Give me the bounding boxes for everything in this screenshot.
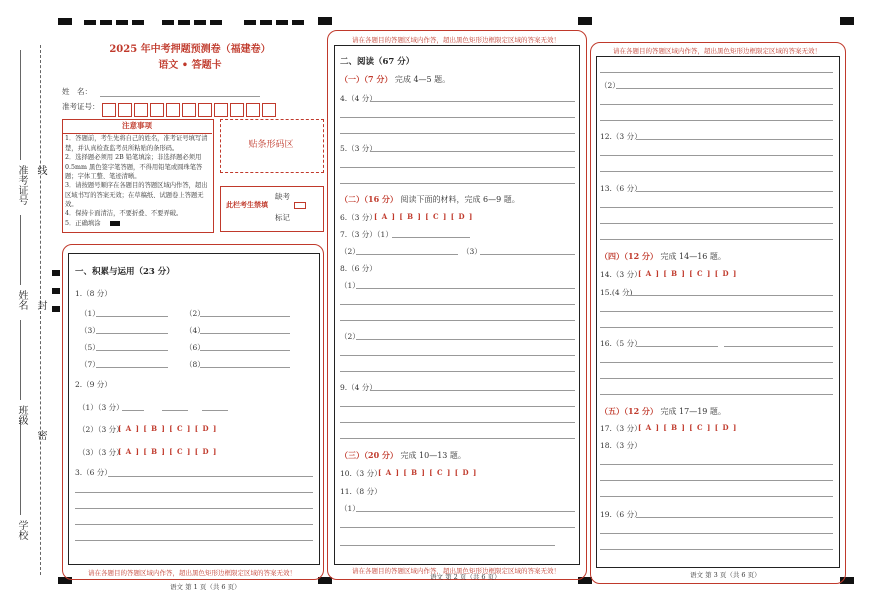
q2-2-choices[interactable]: [ A ] [ B ] [ C ] [ D ] xyxy=(118,424,218,433)
q6-choices[interactable]: [ A ] [ B ] [ C ] [ D ] xyxy=(374,212,474,221)
barcode-label: 贴条形码区 xyxy=(248,140,294,150)
answer-line[interactable] xyxy=(628,295,833,296)
timing-mark xyxy=(132,20,144,25)
answer-line[interactable] xyxy=(75,524,313,525)
binding-feng: 封 xyxy=(35,300,46,310)
q10-choices[interactable]: [ A ] [ B ] [ C ] [ D ] xyxy=(378,468,478,477)
absent-forbid-label: 此栏考生禁填 xyxy=(226,200,268,209)
q2-3-label: （3）（3 分） xyxy=(78,448,124,457)
notice-item-4: 4．保持卡面清洁，不要折叠、不要弄破。 xyxy=(65,210,183,217)
answer-line[interactable] xyxy=(636,139,833,140)
q18-label: 18.（3 分） xyxy=(600,441,642,450)
filled-sample-mark xyxy=(110,221,120,226)
name-field[interactable] xyxy=(100,96,260,97)
answer-line[interactable] xyxy=(600,362,833,363)
binding-exam-no-line xyxy=(20,50,21,160)
answer-line[interactable] xyxy=(600,72,833,73)
page-title: 2025 年中考押题预测卷（福建卷） xyxy=(109,44,271,55)
answer-line[interactable] xyxy=(340,133,575,134)
timing-mark xyxy=(210,20,222,25)
q6-label: 6.（3 分） xyxy=(340,213,377,222)
binding-xian: 线 xyxy=(35,165,46,175)
answer-line[interactable] xyxy=(75,540,313,541)
q17-label: 17.（3 分） xyxy=(600,424,642,433)
q1-item-2: （2） xyxy=(185,309,205,318)
answer-line[interactable] xyxy=(96,367,168,368)
answer-line[interactable] xyxy=(636,191,833,192)
answer-line[interactable] xyxy=(600,533,833,534)
q9-label: 9.（4 分） xyxy=(340,383,377,392)
answer-line[interactable] xyxy=(392,237,470,238)
absent-checkbox[interactable] xyxy=(294,202,306,209)
passage5-heading: （五）（12 分） 完成 17—19 题。 xyxy=(600,406,726,416)
q12-label: 12.（3 分） xyxy=(600,132,642,141)
binding-school-line xyxy=(20,420,21,515)
answer-line[interactable] xyxy=(356,339,575,340)
timing-mark xyxy=(194,20,206,25)
binding-line xyxy=(40,45,41,575)
bottom-warning: 请在各题目的答题区域内作答，超出黑色矩形边框限定区域的答案无效！ xyxy=(352,567,560,575)
timing-mark xyxy=(276,20,288,25)
page1-footer: 语文 第 1 页（共 6 页） xyxy=(170,583,241,591)
absent-label: 缺考 xyxy=(275,192,290,201)
binding-school-label: 学校 xyxy=(16,520,27,540)
answer-line[interactable] xyxy=(75,492,313,493)
q15-label: 15.(4 分) xyxy=(600,288,633,297)
q1-item-8: （8） xyxy=(185,360,205,369)
answer-line[interactable] xyxy=(340,545,555,546)
top-warning: 请在各题目的答题区域内作答，超出黑色矩形边框限定区域的答案无效！ xyxy=(352,36,560,44)
answer-line[interactable] xyxy=(340,355,575,356)
mark-label: 标记 xyxy=(275,213,290,222)
binding-mi: 密 xyxy=(35,430,46,440)
answer-line[interactable] xyxy=(600,496,833,497)
answer-line[interactable] xyxy=(600,480,833,481)
timing-mark xyxy=(162,20,174,25)
answer-line[interactable] xyxy=(600,464,833,465)
answer-line[interactable] xyxy=(202,410,228,411)
timing-mark xyxy=(318,577,332,584)
q2-3-choices[interactable]: [ A ] [ B ] [ C ] [ D ] xyxy=(118,447,218,456)
exam-no-boxes[interactable] xyxy=(100,99,276,118)
timing-mark xyxy=(84,20,96,25)
q7-2-label: （2） xyxy=(340,247,360,256)
answer-line[interactable] xyxy=(340,183,575,184)
answer-line[interactable] xyxy=(600,394,833,395)
passage1-heading: （一）（7 分） 完成 4—5 题。 xyxy=(340,74,451,84)
q8-2-label: （2） xyxy=(340,332,360,341)
bottom-warning: 请在各题目的答题区域内作答，超出黑色矩形边框限定区域的答案无效！ xyxy=(88,569,296,577)
timing-mark xyxy=(260,20,272,25)
q10-label: 10.（3 分） xyxy=(340,469,382,478)
answer-line[interactable] xyxy=(600,327,833,328)
answer-line[interactable] xyxy=(600,171,833,172)
section1-title: 一、积累与运用（23 分） xyxy=(75,267,175,277)
q7-3-label: （3） xyxy=(462,247,482,256)
answer-line[interactable] xyxy=(356,288,575,289)
timing-mark xyxy=(52,306,60,312)
answer-line[interactable] xyxy=(200,333,290,334)
q11-label: 11.（8 分） xyxy=(340,487,382,496)
answer-line[interactable] xyxy=(340,438,575,439)
page-subtitle: 语文 • 答题卡 xyxy=(158,60,222,71)
section2-title: 二、阅读（67 分） xyxy=(340,57,415,67)
passage3-heading: （三）（20 分） 完成 10—13 题。 xyxy=(340,450,466,460)
q2-label: 2.（9 分） xyxy=(75,380,112,389)
answer-line[interactable] xyxy=(600,239,833,240)
q1-item-6: （6） xyxy=(185,343,205,352)
answer-line[interactable] xyxy=(200,367,290,368)
q1-item-3: （3） xyxy=(80,326,100,335)
answer-line[interactable] xyxy=(340,422,575,423)
answer-line[interactable] xyxy=(340,406,575,407)
answer-line[interactable] xyxy=(724,346,833,347)
q7-label: 7.（3 分）（1） xyxy=(340,230,393,239)
q3-label: 3.（6 分） xyxy=(75,468,112,477)
binding-exam-no-label: 准考证号 xyxy=(16,165,27,205)
q1-item-1: （1） xyxy=(80,309,100,318)
q19-label: 19.（6 分） xyxy=(600,510,642,519)
passage4-heading: （四）（12 分） 完成 14—16 题。 xyxy=(600,251,726,261)
q8-label: 8.（6 分） xyxy=(340,264,377,273)
binding-name-label: 姓名 xyxy=(16,290,27,310)
q14-choices[interactable]: [ A ] [ B ] [ C ] [ D ] xyxy=(638,269,738,278)
answer-line[interactable] xyxy=(96,333,168,334)
q14-label: 14.（3 分） xyxy=(600,270,642,279)
answer-line[interactable] xyxy=(340,117,575,118)
answer-line[interactable] xyxy=(370,151,575,152)
answer-line[interactable] xyxy=(636,346,718,347)
answer-line[interactable] xyxy=(370,390,575,391)
q11-1-label: （1） xyxy=(340,504,360,513)
answer-line[interactable] xyxy=(108,476,313,477)
q1-item-4: （4） xyxy=(185,326,205,335)
answer-line[interactable] xyxy=(75,508,313,509)
answer-line[interactable] xyxy=(356,511,575,512)
timing-mark xyxy=(292,20,304,25)
timing-mark xyxy=(178,20,190,25)
page3-footer: 语文 第 3 页（共 6 页） xyxy=(690,571,761,579)
name-label: 姓 名： xyxy=(62,87,92,96)
answer-line[interactable] xyxy=(200,316,290,317)
page2-footer: 语文 第 2 页（共 6 页） xyxy=(430,573,501,581)
answer-line[interactable] xyxy=(200,350,290,351)
timing-mark xyxy=(840,17,854,25)
q2-1-label: （1）（3 分） xyxy=(78,403,124,412)
q8-1-label: （1） xyxy=(340,281,360,290)
q1-item-5: （5） xyxy=(80,343,100,352)
notice-title: 注意事项 xyxy=(62,120,212,134)
timing-mark xyxy=(58,18,72,25)
q1-item-7: （7） xyxy=(80,360,100,369)
answer-line[interactable] xyxy=(480,254,575,255)
answer-line[interactable] xyxy=(600,549,833,550)
answer-line[interactable] xyxy=(340,371,575,372)
q1-label: 1.（8 分） xyxy=(75,289,112,298)
answer-line[interactable] xyxy=(600,120,833,121)
answer-line[interactable] xyxy=(340,167,575,168)
answer-line[interactable] xyxy=(600,311,833,312)
q16-label: 16.（5 分） xyxy=(600,339,642,348)
notice-item-5: 5．正确填涂 xyxy=(65,220,101,227)
top-warning: 请在各题目的答题区域内作答，超出黑色矩形边框限定区域的答案无效！ xyxy=(613,47,821,55)
answer-line[interactable] xyxy=(340,320,575,321)
answer-line[interactable] xyxy=(636,517,833,518)
q17-choices[interactable]: [ A ] [ B ] [ C ] [ D ] xyxy=(638,423,738,432)
answer-line[interactable] xyxy=(340,304,575,305)
q2-2-label: （2）（3 分） xyxy=(78,425,124,434)
passage2-heading: （二）（16 分） 阅读下面的材料，完成 6—9 题。 xyxy=(340,194,520,204)
q11-2-label: （2） xyxy=(600,81,620,90)
notice-item-3: 3．请按题号顺序在各题目的答题区域内作答，超出区域书写的答案无效；在草稿纸、试题卷上答题无效。 xyxy=(65,182,208,208)
binding-class-label: 班级 xyxy=(16,405,27,425)
binding-name-line xyxy=(20,215,21,285)
answer-line[interactable] xyxy=(340,527,575,528)
answer-line[interactable] xyxy=(370,101,575,102)
exam-no-label: 准考证号： xyxy=(62,102,100,111)
q13-label: 13.（6 分） xyxy=(600,184,642,193)
notice-item-2: 2．选择题必须用 2B 铅笔填涂；非选择题必须用 0.5mm 黑色签字笔答题，不得用铅笔或圆珠笔答题；字体工整、笔迹清晰。 xyxy=(65,154,203,180)
timing-mark xyxy=(318,17,332,25)
answer-line[interactable] xyxy=(356,254,458,255)
answer-line[interactable] xyxy=(600,223,833,224)
timing-mark xyxy=(244,20,256,25)
answer-line[interactable] xyxy=(600,104,833,105)
answer-line[interactable] xyxy=(96,350,168,351)
timing-mark xyxy=(578,17,592,25)
timing-mark xyxy=(52,288,60,294)
answer-line[interactable] xyxy=(162,410,188,411)
timing-mark xyxy=(100,20,112,25)
notice-item-1: 1．答题前，考生先将自己的姓名，准考证号填写清楚，并认真检查监考员所粘贴的条形码。 xyxy=(65,135,208,152)
binding-class-line xyxy=(20,320,21,400)
answer-line[interactable] xyxy=(122,410,144,411)
q5-label: 5.（3 分） xyxy=(340,144,377,153)
answer-line[interactable] xyxy=(616,88,833,89)
timing-mark xyxy=(116,20,128,25)
answer-line[interactable] xyxy=(600,155,833,156)
answer-line[interactable] xyxy=(96,316,168,317)
answer-line[interactable] xyxy=(600,378,833,379)
q4-label: 4.（4 分） xyxy=(340,94,377,103)
timing-mark xyxy=(52,270,60,276)
answer-line[interactable] xyxy=(600,207,833,208)
